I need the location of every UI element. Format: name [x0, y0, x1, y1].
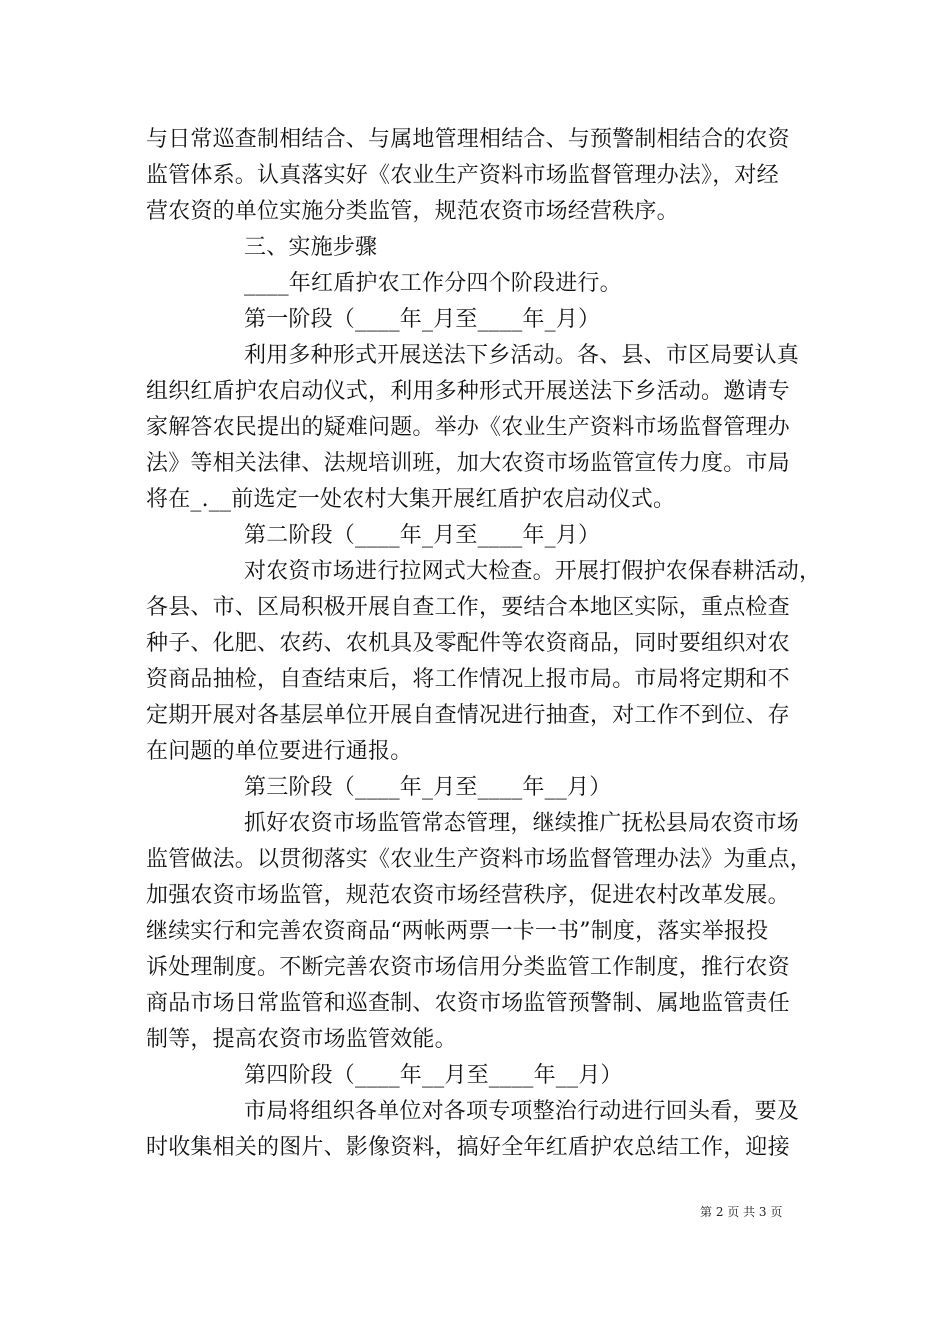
text-line: 制等，提高农资市场监管效能。: [146, 1027, 457, 1052]
text-line: 将在_.__前选定一处农村大集开展红盾护农启动仪式。: [146, 487, 676, 512]
text-line: 营农资的单位实施分类监管，规范农资市场经营秩序。: [146, 199, 679, 224]
section-heading: 三、实施步骤: [244, 235, 378, 260]
stage-heading-3: 第三阶段（____年_月至____年__月）: [244, 775, 612, 800]
text-line: 继续实行和完善农资商品“两帐两票一卡一书”制度，落实举报投: [146, 919, 769, 944]
text-line: 组织红盾护农启动仪式，利用多种形式开展送法下乡活动。邀请专: [146, 379, 790, 404]
text-line: 监管体系。认真落实好《农业生产资料市场监督管理办法》，对经: [146, 163, 779, 188]
text-line: 定期开展对各基层单位开展自查情况进行抽查，对工作不到位、存: [146, 703, 790, 728]
text-line: 抓好农资市场监管常态管理，继续推广抚松县局农资市场: [244, 811, 800, 836]
text-line: 种子、化肥、农药、农机具及零配件等农资商品，同时要组织对农: [146, 631, 790, 656]
page-number: 第 2 页 共 3 页: [700, 1205, 783, 1219]
text-line: 各县、市、区局积极开展自查工作，要结合本地区实际，重点检查: [146, 595, 790, 620]
text-line: 诉处理制度。不断完善农资市场信用分类监管工作制度，推行农资: [146, 955, 790, 980]
text-line: 法》等相关法律、法规培训班，加大农资市场监管宣传力度。市局: [146, 451, 790, 476]
stage-heading-1: 第一阶段（____年_月至____年_月）: [244, 307, 601, 332]
text-line: 时收集相关的图片、影像资料，搞好全年红盾护农总结工作，迎接: [146, 1135, 790, 1160]
text-line: 与日常巡查制相结合、与属地管理相结合、与预警制相结合的农资: [146, 127, 790, 152]
text-line: 在问题的单位要进行通报。: [146, 739, 413, 764]
text-line: 利用多种形式开展送法下乡活动。各、县、市区局要认真: [244, 343, 800, 368]
stage-heading-4: 第四阶段（____年__月至____年__月）: [244, 1063, 623, 1088]
text-line: 市局将组织各单位对各项专项整治行动进行回头看，要及: [244, 1099, 800, 1124]
text-line: ____年红盾护农工作分四个阶段进行。: [244, 271, 622, 296]
stage-heading-2: 第二阶段（____年_月至____年_月）: [244, 523, 601, 548]
text-line: 对农资市场进行拉网式大检查。开展打假护农保春耕活动，: [244, 559, 822, 584]
text-line: 资商品抽检，自查结束后，将工作情况上报市局。市局将定期和不: [146, 667, 790, 692]
text-line: 加强农资市场监管，规范农资市场经营秩序，促进农村改革发展。: [146, 883, 790, 908]
text-line: 商品市场日常监管和巡查制、农资市场监管预警制、属地监管责任: [146, 991, 790, 1016]
text-line: 家解答农民提出的疑难问题。举办《农业生产资料市场监督管理办: [146, 415, 790, 440]
text-line: 监管做法。以贯彻落实《农业生产资料市场监督管理办法》为重点，: [146, 847, 813, 872]
